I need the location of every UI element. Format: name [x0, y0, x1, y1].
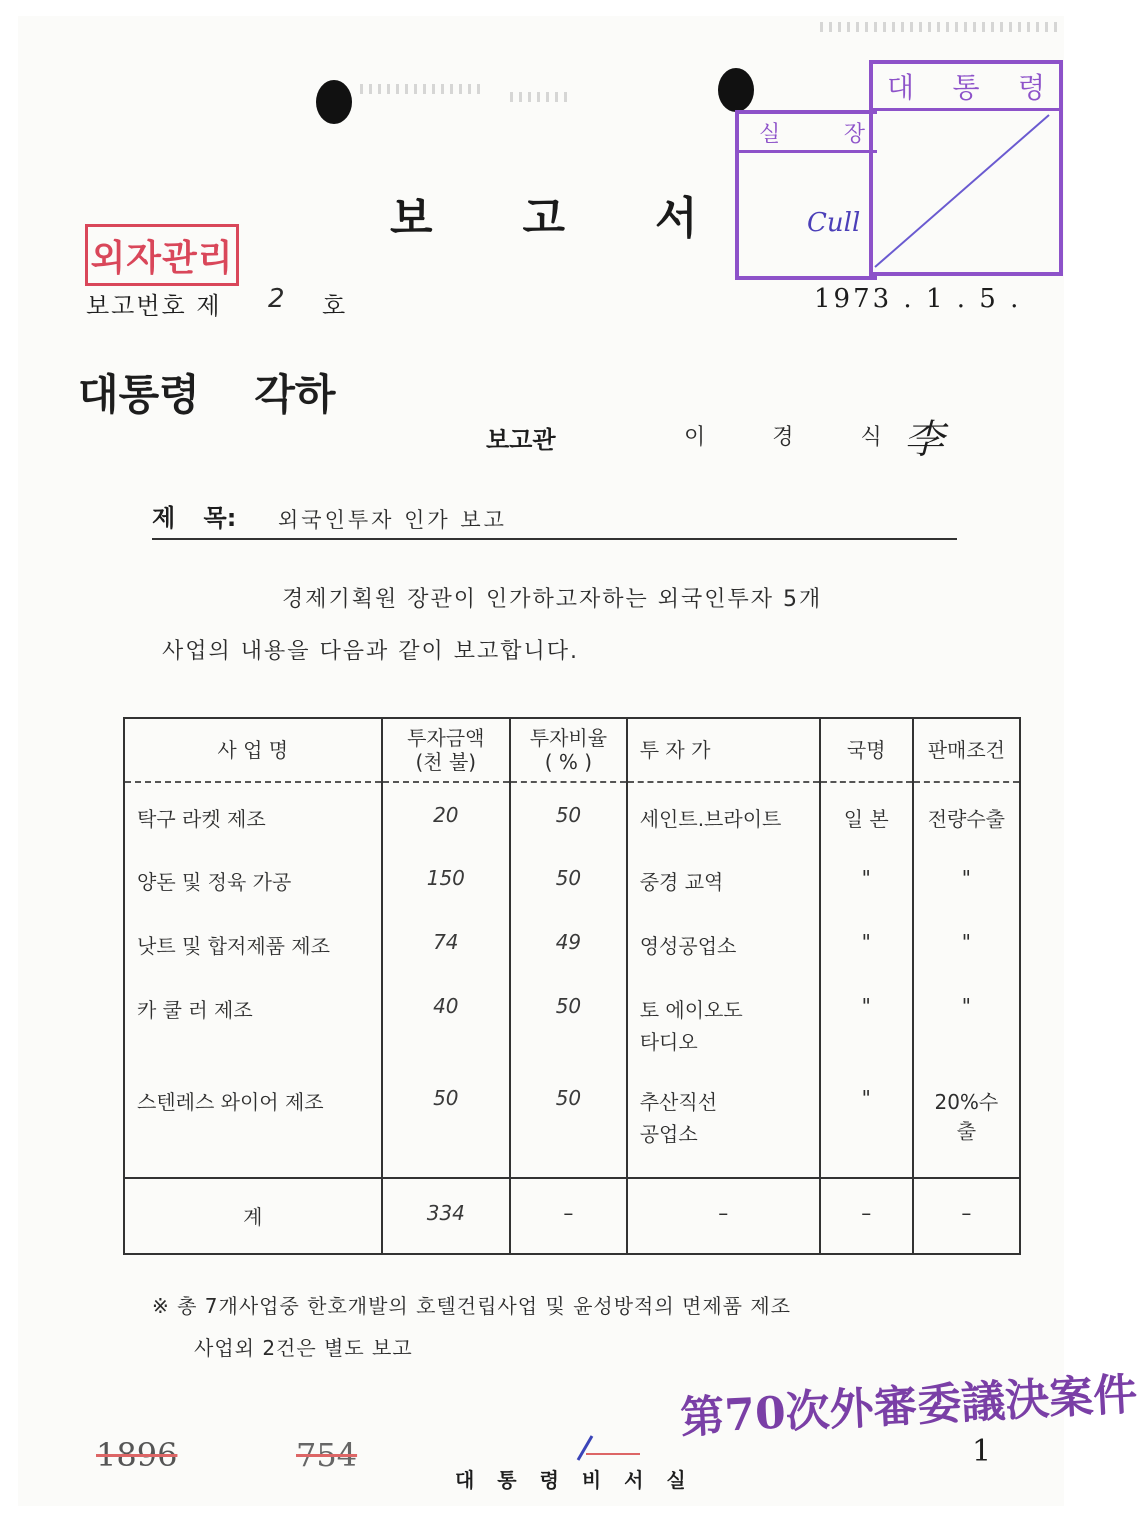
cell-country: 일 본: [820, 782, 913, 846]
cell-sales-terms: 20%수출: [913, 1066, 1020, 1178]
cell-sales-terms: ": [913, 910, 1020, 974]
body-line-1: 경제기획원 장관이 인가하고자하는 외국인투자 5개: [282, 587, 823, 612]
investment-table: [123, 717, 1021, 1255]
scan-smudge: [510, 92, 570, 102]
approval-president-char-3: 령: [1017, 71, 1045, 104]
header-project: 사 업 명: [124, 718, 382, 782]
cell-amount: 150: [382, 846, 511, 910]
archive-number-2: 754: [296, 1436, 358, 1474]
report-number-label: 보고번호 제: [86, 292, 222, 320]
table-row: [124, 846, 1020, 910]
approval-chief-char-1: 실: [759, 121, 781, 147]
approval-diagonal-line: [873, 111, 1053, 271]
approval-signature: Cull: [807, 208, 861, 238]
document-title: 보고서: [390, 193, 788, 244]
table-row: [124, 974, 1020, 1066]
cell-amount: 74: [382, 910, 511, 974]
cell-sales-terms: 전량수출: [913, 782, 1020, 846]
cell-country: ": [820, 974, 913, 1066]
cell-total-label: 계: [124, 1178, 382, 1254]
header-ratio: 투자비율 ( % ): [510, 718, 627, 782]
cell-total-amount: 334: [382, 1178, 511, 1254]
subject-underline: [152, 538, 957, 540]
cell-total-sales-terms: –: [913, 1178, 1020, 1254]
cell-ratio: 50: [510, 846, 627, 910]
note-line-2: 사업외 2건은 별도 보고: [194, 1336, 413, 1360]
page-number: 1: [972, 1434, 992, 1469]
cell-total-ratio: –: [510, 1178, 627, 1254]
report-number-suffix: 호: [322, 292, 346, 320]
punch-hole-left: [316, 80, 352, 124]
report-number-value: 2: [268, 284, 285, 314]
cell-project: 카 쿨 러 제조: [124, 974, 382, 1066]
cell-project: 탁구 라켓 제조: [124, 782, 382, 846]
table-total-row: [124, 1178, 1020, 1254]
subject-text: 외국인투자 인가 보고: [278, 508, 507, 532]
office-name: 대 통 령 비 서 실: [455, 1468, 690, 1492]
cell-project: 스텐레스 와이어 제조: [124, 1066, 382, 1178]
report-date: 1973 . 1 . 5 .: [814, 284, 1022, 314]
approval-president-char-1: 대: [887, 71, 915, 104]
cell-project: 낫트 및 합저제품 제조: [124, 910, 382, 974]
note-line-1: ※ 총 7개사업중 한호개발의 호텔건립사업 및 윤성방적의 면제품 제조: [152, 1294, 791, 1318]
approval-president-char-2: 통: [952, 71, 980, 104]
scan-smudge: [360, 84, 480, 94]
addressee: 대통령 각하: [78, 370, 336, 419]
foreign-capital-stamp: 외자관리: [85, 224, 239, 286]
cell-ratio: 49: [510, 910, 627, 974]
cell-ratio: 50: [510, 974, 627, 1066]
cell-country: ": [820, 846, 913, 910]
header-sales-terms: 판매조건: [913, 718, 1020, 782]
cell-investor: 토 에이오도 타디오: [627, 974, 820, 1066]
cell-investor: 세인트.브라이트: [627, 782, 820, 846]
cell-country: ": [820, 910, 913, 974]
body-line-2: 사업의 내용을 다음과 같이 보고합니다.: [162, 639, 579, 664]
cell-project: 양돈 및 정육 가공: [124, 846, 382, 910]
cell-investor: 추산직선 공업소: [627, 1066, 820, 1178]
committee-seal: 第70次外審委議決案件: [679, 1369, 1139, 1444]
approval-chief-char-2: 장: [843, 121, 865, 147]
cell-sales-terms: ": [913, 974, 1020, 1066]
header-amount: 투자금액 (천 불): [382, 718, 511, 782]
cell-total-country: –: [820, 1178, 913, 1254]
cell-total-investor: –: [627, 1178, 820, 1254]
table-row: [124, 782, 1020, 846]
cell-country: ": [820, 1066, 913, 1178]
cell-investor: 영성공업소: [627, 910, 820, 974]
header-investor: 투 자 가: [627, 718, 820, 782]
header-country: 국명: [820, 718, 913, 782]
cell-sales-terms: ": [913, 846, 1020, 910]
table-row: [124, 910, 1020, 974]
subject-label: 제 목:: [152, 504, 237, 532]
cell-amount: 20: [382, 782, 511, 846]
reporter-signature: 李: [904, 417, 944, 463]
cell-ratio: 50: [510, 1066, 627, 1178]
cell-amount: 40: [382, 974, 511, 1066]
cell-amount: 50: [382, 1066, 511, 1178]
table-row: [124, 1066, 1020, 1178]
archive-number-1: 1896: [96, 1436, 178, 1474]
scan-smudge: [820, 22, 1060, 32]
reporter-label: 보고관: [486, 426, 556, 454]
cell-ratio: 50: [510, 782, 627, 846]
reporter-name: 이 경 식: [684, 425, 882, 450]
cell-investor: 중경 교역: [627, 846, 820, 910]
approval-box-president: [869, 60, 1063, 276]
